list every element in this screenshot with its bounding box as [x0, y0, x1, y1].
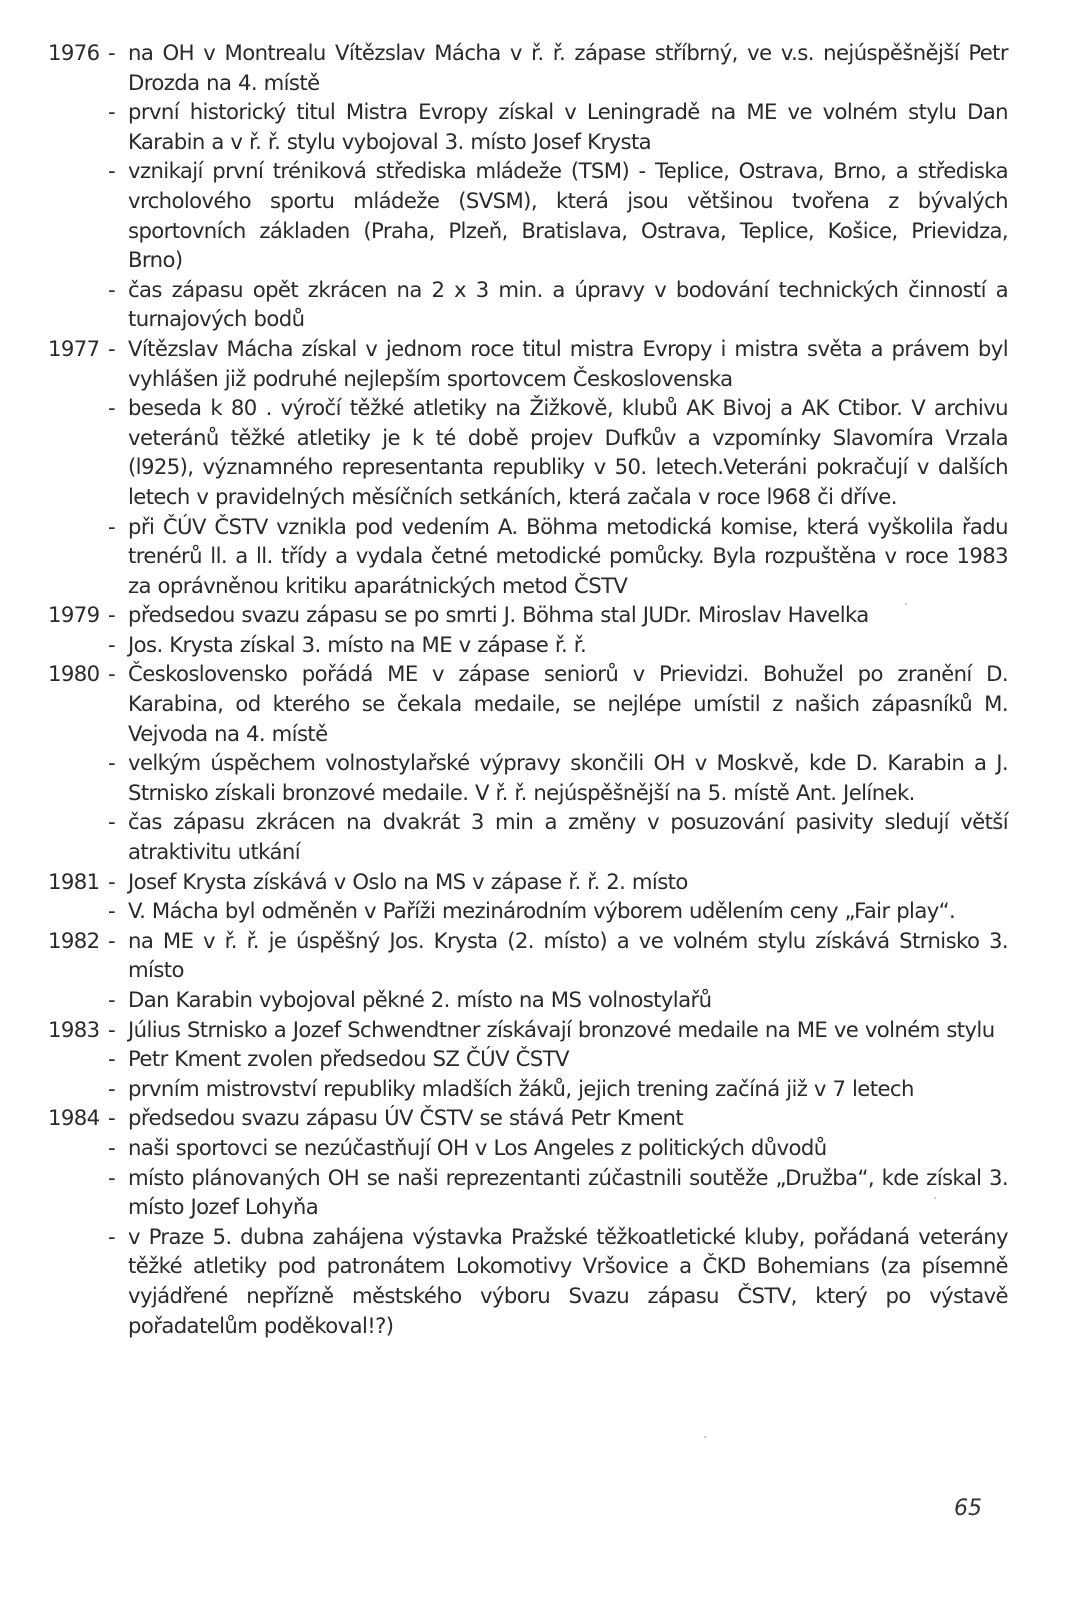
entry-text: velkým úspěchem volnostylařské výpravy skončili OH v Moskvě, kde D. Karabin a J. Strnisko získali bronzové medaile. V ř. ř. nejúspěšnější na 5. místě Ant. Jelínek.: [128, 750, 1008, 805]
entry-dash: -: [108, 1105, 116, 1131]
entry-dash: -: [108, 631, 116, 657]
entry-text: V. Mácha byl odměněn v Paříži mezinárodním výborem udělením ceny „Fair play“.: [128, 898, 956, 924]
entry-text: Josef Krysta získává v Oslo na MS v zápase ř. ř. 2. místo: [128, 868, 688, 894]
entry-text: prvním mistrovství republiky mladších žáků, jejich trening začíná již v 7 letech: [128, 1075, 914, 1101]
timeline: [48, 38, 1008, 1340]
entry-dash: -: [108, 513, 116, 539]
entry-text: Dan Karabin vybojoval pěkné 2. místo na MS volnostylařů: [128, 987, 712, 1012]
entry-year: 1982: [48, 927, 100, 953]
entry-dash: -: [108, 750, 116, 776]
entry-text: čas zápasu zkrácen na dvakrát 3 min a změny v posuzování pasivity sledují větší atraktivitu utkání: [128, 809, 1008, 865]
timeline-entry: [48, 926, 1008, 985]
timeline-entry: [48, 985, 1008, 1015]
entry-text: předsedou svazu zápasu se po smrti J. Böhma stal JUDr. Miroslav Havelka: [128, 602, 869, 628]
entry-year: 1976: [48, 40, 100, 65]
entry-dash: -: [108, 1016, 116, 1042]
year-block-1981: [48, 867, 1008, 926]
year-block-1979: [48, 600, 1008, 659]
entry-dash: -: [108, 1046, 116, 1072]
entry-year: 1980: [48, 661, 100, 687]
entry-dash: -: [108, 927, 116, 953]
timeline-entry: [48, 659, 1008, 748]
entry-text: čas zápasu opět zkrácen na 2 x 3 min. a úpravy v bodování technických činností a turnajových bodů: [128, 276, 1008, 332]
entry-dash: -: [108, 99, 116, 125]
entry-text: Jos. Krysta získal 3. místo na ME v zápase ř. ř.: [128, 631, 587, 657]
timeline-entry: [48, 1044, 1008, 1074]
year-block-1976: [48, 38, 1008, 334]
entry-text: Československo pořádá ME v zápase seniorů v Prievidzi. Bohužel po zranění D. Karabina, od kterého se čekala medaile, se nejlépe umístil z našich zápasníků M. Vejvoda na 4. místě: [128, 661, 1008, 746]
timeline-entry: [48, 807, 1008, 866]
year-block-1980: [48, 659, 1008, 866]
entry-text: na ME v ř. ř. je úspěšný Jos. Krysta (2. místo) a ve volném stylu získává Strnisko 3. místo: [128, 927, 1008, 983]
year-block-1983: [48, 1015, 1008, 1104]
timeline-entry: [48, 1133, 1008, 1163]
timeline-entry: [48, 1163, 1008, 1222]
entry-dash: -: [108, 276, 116, 302]
timeline-entry: [48, 334, 1008, 393]
entry-text: naši sportovci se nezúčastňují OH v Los Angeles z politických důvodů: [128, 1134, 827, 1160]
entry-dash: -: [108, 1223, 116, 1249]
timeline-entry: [48, 867, 1008, 897]
timeline-entry: [48, 97, 1008, 156]
entry-year: 1979: [48, 602, 100, 628]
entry-text: předsedou svazu zápasu ÚV ČSTV se stává Petr Kment: [128, 1105, 684, 1131]
entry-dash: -: [108, 661, 116, 687]
entry-dash: -: [108, 158, 116, 184]
entry-dash: -: [108, 335, 116, 361]
timeline-entry: [48, 630, 1008, 660]
entry-text: na OH v Montrealu Vítězslav Mácha v ř. ř. zápase stříbrný, ve v.s. nejúspěšnější Petr Drozda na 4. místě: [128, 40, 1008, 95]
entry-dash: -: [108, 602, 116, 628]
timeline-entry: [48, 896, 1008, 926]
timeline-entry: [48, 275, 1008, 334]
entry-year: 1977: [48, 335, 100, 361]
year-block-1982: [48, 926, 1008, 1015]
entry-text: první historický titul Mistra Evropy získal v Leningradě na ME ve volném stylu Dan Karabin a v ř. ř. stylu vybojoval 3. místo Josef Krysta: [128, 99, 1008, 154]
scan-speck: [934, 1197, 936, 1199]
entry-year: 1981: [48, 868, 100, 894]
timeline-entry: [48, 512, 1008, 601]
entry-dash: -: [108, 809, 116, 835]
timeline-entry: [48, 1222, 1008, 1340]
entry-text: vznikají první tréniková střediska mládeže (TSM) - Teplice, Ostrava, Brno, a střediska vrcholového sportu mládeže (SVSM), která jsou většinou tvořena z bývalých sportovních základen (Praha, Plzeň, Bratislava, Ostrava, Teplice, Košice, Prievidza, Brno): [128, 158, 1008, 273]
year-block-1977: [48, 334, 1008, 600]
entry-text: Vítězslav Mácha získal v jednom roce titul mistra Evropy i mistra světa a právem byl vyhlášen již podruhé nejlepším sportovcem Československa: [128, 335, 1008, 391]
entry-text: Július Strnisko a Jozef Schwendtner získávají bronzové medaile na ME ve volném stylu: [128, 1016, 995, 1042]
entry-text: místo plánovaných OH se naši reprezentanti zúčastnili soutěže „Družba“, kde získal 3. místo Jozef Lohyňa: [128, 1164, 1008, 1220]
scan-speck: [704, 1436, 706, 1438]
timeline-entry: [48, 1074, 1008, 1104]
entry-dash: -: [108, 987, 116, 1012]
timeline-entry: [48, 1015, 1008, 1045]
entry-year: 1984: [48, 1105, 100, 1131]
page-number: 65: [954, 1496, 982, 1521]
entry-dash: -: [108, 1075, 116, 1101]
scan-speck: [905, 603, 907, 605]
timeline-entry: [48, 156, 1008, 274]
entry-text: Petr Kment zvolen předsedou SZ ČÚV ČSTV: [128, 1046, 569, 1072]
entry-dash: -: [108, 1164, 116, 1190]
entry-text: při ČÚV ČSTV vznikla pod vedením A. Böhma metodická komise, která vyškolila řadu trenérů ll. a ll. třídy a vydala četné metodické pomůcky. Byla rozpuštěna v roce 1983 za oprávněnou kritiku aparátnických metod ČSTV: [128, 513, 1008, 598]
timeline-entry: [48, 393, 1008, 511]
timeline-entry: [48, 38, 1008, 97]
timeline-entry: [48, 748, 1008, 807]
entry-dash: -: [108, 1134, 116, 1160]
timeline-entry: [48, 600, 1008, 630]
year-block-1984: [48, 1103, 1008, 1340]
entry-year: 1983: [48, 1016, 100, 1042]
timeline-entry: [48, 1103, 1008, 1133]
entry-dash: -: [108, 868, 116, 894]
entry-dash: -: [108, 898, 116, 924]
entry-text: v Praze 5. dubna zahájena výstavka Pražské těžkoatletické kluby, pořádaná veterány těžké atletiky pod patronátem Lokomotivy Vršovice a ČKD Bohemians (za písemně vyjádřené nepřízně městského výboru Svazu zápasu ČSTV, který po výstavě pořadatelům poděkoval!?): [128, 1223, 1008, 1338]
entry-dash: -: [108, 40, 116, 65]
entry-dash: -: [108, 395, 116, 421]
entry-text: beseda k 80 . výročí těžké atletiky na Žižkově, klubů AK Bivoj a AK Ctibor. V archivu veteránů těžké atletiky je k té době projev Dufkův a vzpomínky Slavomíra Vrzala (l925), významného representanta republiky v 50. letech.Veteráni pokračují v dalších letech v pravidelných měsíčních setkáních, která začala v roce l968 či dříve.: [128, 395, 1008, 509]
